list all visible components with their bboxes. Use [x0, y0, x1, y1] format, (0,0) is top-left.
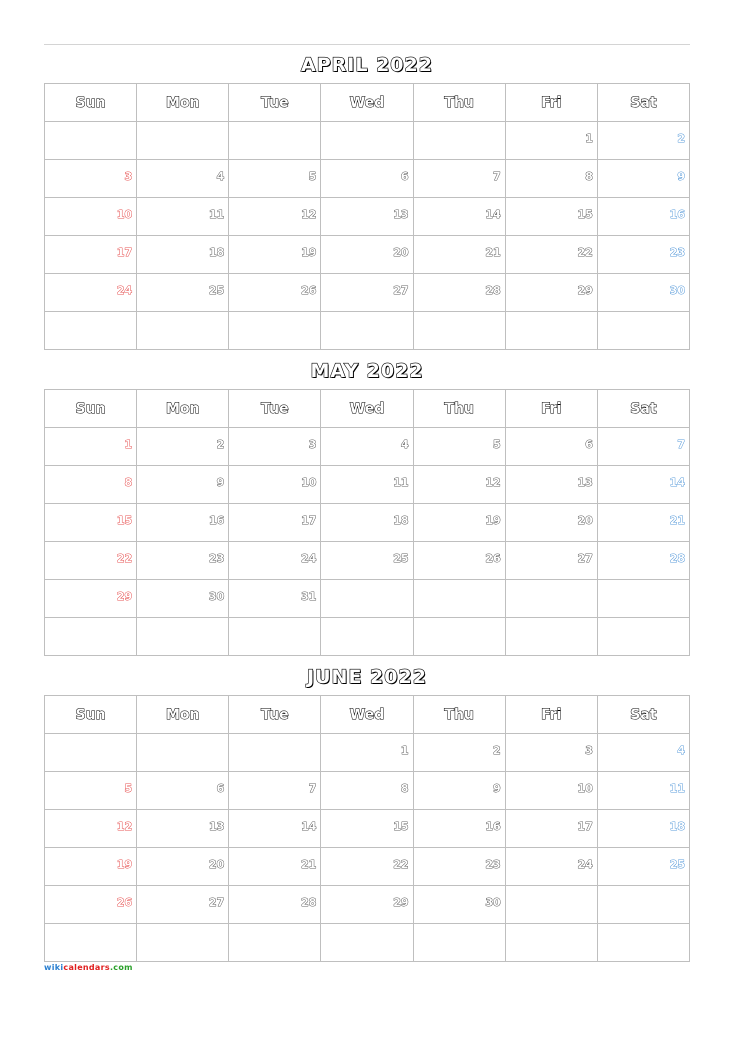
day-cell	[505, 312, 597, 350]
day-cell	[413, 772, 505, 810]
day-number: 19	[485, 514, 501, 527]
day-cell	[597, 504, 689, 542]
day-cell	[413, 618, 505, 656]
day-cell	[413, 428, 505, 466]
day-number: 8	[124, 476, 133, 489]
day-number: 11	[393, 476, 409, 489]
weekday-header: Sat	[597, 390, 689, 428]
day-number: 28	[301, 896, 317, 909]
day-number: 18	[669, 820, 685, 833]
day-number: 28	[669, 552, 685, 565]
day-cell	[505, 848, 597, 886]
footer-link[interactable]	[44, 963, 133, 972]
week-row	[45, 312, 690, 350]
week-row	[45, 580, 690, 618]
day-number: 23	[669, 246, 685, 259]
day-number: 13	[393, 208, 409, 221]
day-cell	[505, 428, 597, 466]
day-number: 25	[669, 858, 685, 871]
day-cell	[321, 848, 413, 886]
day-cell	[505, 236, 597, 274]
day-cell	[45, 428, 137, 466]
day-cell	[45, 274, 137, 312]
day-number: 10	[577, 782, 593, 795]
day-number: 14	[485, 208, 501, 221]
weekday-header: Tue	[229, 390, 321, 428]
footer-part-2: calendars	[63, 963, 110, 972]
day-number: 30	[485, 896, 501, 909]
day-cell	[505, 466, 597, 504]
weekday-header: Mon	[137, 84, 229, 122]
weekday-header: Mon	[137, 390, 229, 428]
week-row	[45, 772, 690, 810]
day-cell	[413, 198, 505, 236]
day-cell	[137, 618, 229, 656]
day-number: 2	[493, 744, 501, 757]
day-number: 3	[585, 744, 593, 757]
day-number: 25	[393, 552, 409, 565]
day-cell	[321, 466, 413, 504]
week-row	[45, 274, 690, 312]
day-cell	[137, 466, 229, 504]
day-cell	[505, 198, 597, 236]
day-cell	[229, 236, 321, 274]
day-cell	[597, 810, 689, 848]
day-cell	[321, 312, 413, 350]
weekday-header: Mon	[137, 696, 229, 734]
day-cell	[229, 772, 321, 810]
day-number: 10	[116, 208, 133, 221]
day-cell	[321, 160, 413, 198]
month-grid	[44, 695, 690, 962]
day-number: 5	[308, 170, 317, 183]
day-cell	[45, 810, 137, 848]
day-number: 27	[208, 896, 225, 909]
day-number: 23	[208, 552, 225, 565]
day-number: 28	[485, 284, 501, 297]
day-cell	[45, 160, 137, 198]
day-cell	[597, 160, 689, 198]
day-cell	[505, 274, 597, 312]
weekday-header-row	[45, 84, 690, 122]
day-cell	[321, 580, 413, 618]
day-number: 15	[577, 208, 593, 221]
day-number: 8	[400, 782, 409, 795]
day-number: 10	[301, 476, 317, 489]
day-number: 22	[577, 246, 593, 259]
day-cell	[229, 734, 321, 772]
day-cell	[137, 428, 229, 466]
day-cell	[137, 848, 229, 886]
day-number: 4	[400, 438, 409, 451]
day-cell	[45, 618, 137, 656]
day-number: 27	[393, 284, 409, 297]
top-divider	[44, 44, 690, 45]
day-cell	[45, 504, 137, 542]
day-cell	[229, 580, 321, 618]
day-cell	[597, 198, 689, 236]
day-cell	[597, 236, 689, 274]
day-cell	[597, 734, 689, 772]
day-cell	[321, 198, 413, 236]
day-cell	[597, 886, 689, 924]
day-number: 5	[493, 438, 501, 451]
day-number: 5	[124, 782, 133, 795]
day-cell	[229, 428, 321, 466]
week-row	[45, 428, 690, 466]
day-cell	[413, 274, 505, 312]
day-cell	[137, 504, 229, 542]
weekday-header-row	[45, 696, 690, 734]
day-number: 17	[301, 514, 317, 527]
day-number: 9	[677, 170, 685, 183]
day-number: 29	[116, 590, 133, 603]
day-cell	[597, 274, 689, 312]
weekday-header: Sat	[597, 84, 689, 122]
footer-part-1: wiki	[44, 963, 64, 972]
day-cell	[413, 312, 505, 350]
day-cell	[229, 542, 321, 580]
day-number: 29	[393, 896, 409, 909]
day-cell	[321, 236, 413, 274]
day-cell	[597, 772, 689, 810]
day-number: 26	[116, 896, 133, 909]
weekday-header: Sat	[597, 696, 689, 734]
day-cell	[505, 618, 597, 656]
day-cell	[137, 886, 229, 924]
day-cell	[505, 542, 597, 580]
day-number: 29	[577, 284, 593, 297]
day-cell	[137, 772, 229, 810]
day-number: 30	[208, 590, 225, 603]
day-number: 14	[669, 476, 685, 489]
day-cell	[137, 274, 229, 312]
day-number: 26	[485, 552, 501, 565]
day-cell	[505, 810, 597, 848]
day-number: 12	[116, 820, 133, 833]
weekday-header: Sun	[45, 696, 137, 734]
weekday-header: Fri	[505, 390, 597, 428]
day-cell	[413, 848, 505, 886]
weekday-header: Thu	[413, 696, 505, 734]
day-cell	[45, 198, 137, 236]
day-number: 6	[585, 438, 593, 451]
day-number: 11	[669, 782, 685, 795]
day-cell	[413, 810, 505, 848]
month-title: APRIL 2022	[301, 54, 433, 76]
day-cell	[413, 734, 505, 772]
day-cell	[45, 772, 137, 810]
day-cell	[413, 886, 505, 924]
day-number: 3	[124, 170, 133, 183]
day-cell	[505, 886, 597, 924]
day-cell	[229, 618, 321, 656]
weekday-header: Sun	[45, 84, 137, 122]
day-cell	[137, 236, 229, 274]
day-number: 20	[393, 246, 409, 259]
day-cell	[321, 504, 413, 542]
day-cell	[137, 924, 229, 962]
day-number: 6	[216, 782, 225, 795]
footer-part-3: .com	[109, 963, 133, 972]
day-cell	[321, 428, 413, 466]
day-cell	[505, 160, 597, 198]
day-number: 18	[208, 246, 225, 259]
day-cell	[229, 848, 321, 886]
day-cell	[321, 810, 413, 848]
day-cell	[229, 886, 321, 924]
day-number: 17	[577, 820, 593, 833]
day-number: 7	[677, 438, 685, 451]
day-cell	[321, 618, 413, 656]
day-number: 7	[493, 170, 501, 183]
day-cell	[137, 312, 229, 350]
day-number: 23	[485, 858, 501, 871]
day-cell	[45, 466, 137, 504]
day-cell	[137, 810, 229, 848]
day-cell	[413, 122, 505, 160]
week-row	[45, 504, 690, 542]
day-number: 21	[669, 514, 685, 527]
day-cell	[505, 580, 597, 618]
day-number: 2	[216, 438, 225, 451]
day-number: 24	[116, 284, 133, 297]
day-number: 30	[669, 284, 685, 297]
day-cell	[45, 848, 137, 886]
day-cell	[137, 734, 229, 772]
week-row	[45, 886, 690, 924]
week-row	[45, 734, 690, 772]
day-number: 3	[308, 438, 317, 451]
weekday-header: Wed	[321, 696, 413, 734]
week-row	[45, 466, 690, 504]
day-cell	[597, 848, 689, 886]
week-row	[45, 542, 690, 580]
day-cell	[597, 466, 689, 504]
week-row	[45, 618, 690, 656]
day-cell	[137, 122, 229, 160]
day-number: 16	[485, 820, 501, 833]
day-cell	[45, 886, 137, 924]
day-number: 14	[301, 820, 317, 833]
day-cell	[321, 734, 413, 772]
day-number: 20	[577, 514, 593, 527]
day-number: 21	[485, 246, 501, 259]
day-number: 2	[677, 132, 685, 145]
day-cell	[597, 122, 689, 160]
day-cell	[597, 580, 689, 618]
day-number: 15	[393, 820, 409, 833]
day-cell	[413, 236, 505, 274]
weekday-header: Fri	[505, 84, 597, 122]
day-cell	[413, 160, 505, 198]
day-number: 7	[308, 782, 317, 795]
day-number: 4	[216, 170, 225, 183]
day-cell	[229, 466, 321, 504]
day-number: 15	[116, 514, 133, 527]
day-number: 22	[393, 858, 409, 871]
day-number: 9	[493, 782, 501, 795]
week-row	[45, 122, 690, 160]
day-cell	[45, 542, 137, 580]
day-cell	[137, 198, 229, 236]
day-cell	[321, 772, 413, 810]
day-number: 13	[208, 820, 225, 833]
week-row	[45, 924, 690, 962]
day-cell	[597, 428, 689, 466]
month-title: JUNE 2022	[307, 666, 427, 688]
day-number: 4	[677, 744, 685, 757]
week-row	[45, 160, 690, 198]
day-cell	[229, 504, 321, 542]
weekday-header: Thu	[413, 84, 505, 122]
day-cell	[229, 198, 321, 236]
day-number: 12	[301, 208, 317, 221]
day-cell	[229, 810, 321, 848]
day-cell	[45, 236, 137, 274]
day-number: 9	[216, 476, 225, 489]
day-cell	[229, 160, 321, 198]
week-row	[45, 236, 690, 274]
day-cell	[505, 924, 597, 962]
day-cell	[45, 734, 137, 772]
day-cell	[505, 772, 597, 810]
day-number: 25	[208, 284, 225, 297]
day-number: 1	[124, 438, 133, 451]
day-number: 8	[585, 170, 593, 183]
week-row	[45, 198, 690, 236]
day-cell	[137, 580, 229, 618]
weekday-header: Tue	[229, 696, 321, 734]
day-number: 13	[577, 476, 593, 489]
day-number: 31	[301, 590, 317, 603]
day-number: 12	[485, 476, 501, 489]
weekday-header: Thu	[413, 390, 505, 428]
day-number: 26	[301, 284, 317, 297]
day-cell	[413, 466, 505, 504]
day-cell	[413, 542, 505, 580]
day-cell	[229, 274, 321, 312]
day-cell	[505, 734, 597, 772]
weekday-header: Wed	[321, 390, 413, 428]
weekday-header: Sun	[45, 390, 137, 428]
day-number: 17	[116, 246, 133, 259]
day-cell	[45, 312, 137, 350]
day-cell	[321, 924, 413, 962]
month-grid	[44, 83, 690, 350]
day-number: 6	[400, 170, 409, 183]
weekday-header: Tue	[229, 84, 321, 122]
day-number: 16	[669, 208, 685, 221]
day-number: 22	[116, 552, 133, 565]
day-cell	[45, 924, 137, 962]
day-cell	[597, 924, 689, 962]
day-cell	[45, 580, 137, 618]
day-cell	[321, 122, 413, 160]
day-cell	[597, 618, 689, 656]
day-cell	[413, 504, 505, 542]
day-number: 21	[301, 858, 317, 871]
day-cell	[229, 312, 321, 350]
day-cell	[321, 886, 413, 924]
day-number: 19	[116, 858, 133, 871]
day-cell	[45, 122, 137, 160]
weekday-header-row	[45, 390, 690, 428]
day-cell	[137, 542, 229, 580]
day-number: 27	[577, 552, 593, 565]
day-number: 19	[301, 246, 317, 259]
day-number: 18	[393, 514, 409, 527]
day-cell	[321, 274, 413, 312]
day-cell	[229, 924, 321, 962]
day-number: 1	[400, 744, 409, 757]
day-cell	[597, 542, 689, 580]
day-number: 11	[208, 208, 225, 221]
day-cell	[229, 122, 321, 160]
week-row	[45, 810, 690, 848]
day-number: 1	[585, 132, 593, 145]
month-grid	[44, 389, 690, 656]
day-cell	[505, 504, 597, 542]
day-cell	[505, 122, 597, 160]
weekday-header: Wed	[321, 84, 413, 122]
week-row	[45, 848, 690, 886]
day-cell	[597, 312, 689, 350]
month-title: MAY 2022	[310, 360, 424, 382]
day-number: 24	[577, 858, 593, 871]
day-cell	[413, 580, 505, 618]
weekday-header: Fri	[505, 696, 597, 734]
day-number: 20	[208, 858, 225, 871]
day-number: 24	[301, 552, 317, 565]
day-number: 16	[208, 514, 225, 527]
day-cell	[413, 924, 505, 962]
day-cell	[137, 160, 229, 198]
day-cell	[321, 542, 413, 580]
